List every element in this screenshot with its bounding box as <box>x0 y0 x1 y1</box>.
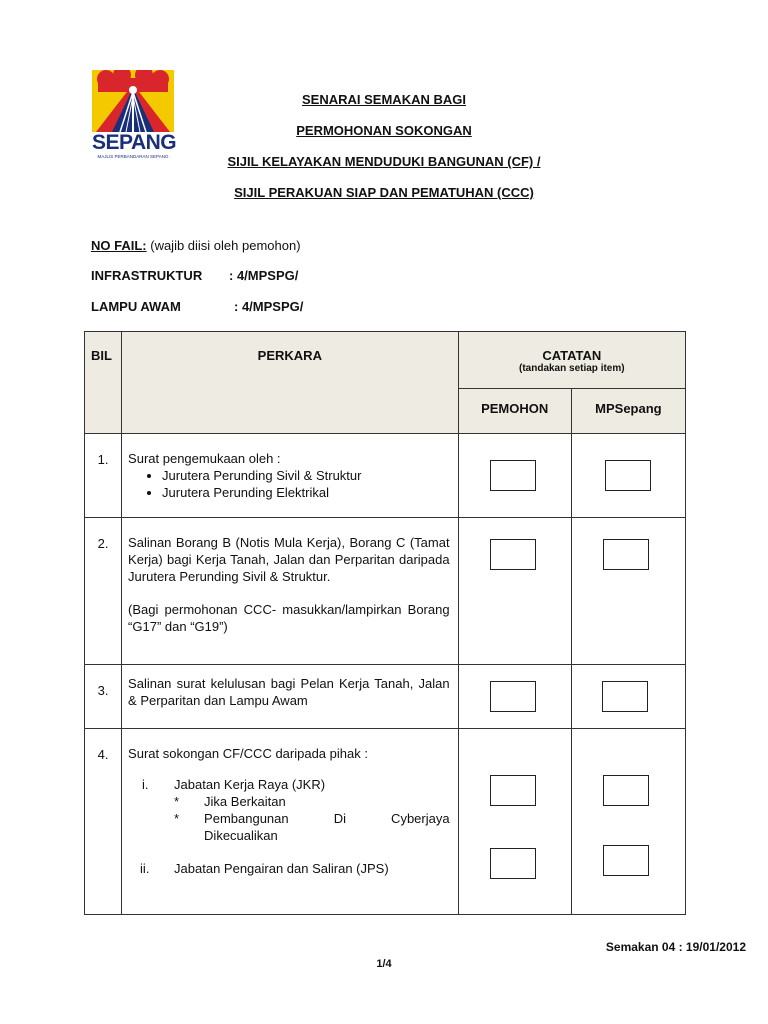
table-row <box>85 665 686 729</box>
sepang-logo <box>92 70 177 162</box>
title-line-3: SIJIL KELAYAKAN MENDUDUKI BANGUNAN (CF) / <box>227 154 541 169</box>
pemohon-checkbox[interactable] <box>490 539 536 570</box>
header-catatan-label: CATATAN <box>542 348 602 363</box>
header-pemohon <box>458 389 571 434</box>
mpsepang-checkbox[interactable] <box>603 775 649 806</box>
subitem-number: i. <box>142 777 149 792</box>
header-pemohon-label: PEMOHON <box>481 401 549 416</box>
mpsepang-cell <box>571 518 685 665</box>
subitem-note-text: Jika Berkaitan <box>204 794 286 809</box>
subitem-jkr <box>128 776 450 793</box>
lampu-awam-line <box>91 299 303 314</box>
title-line-4: SIJIL PERAKUAN SIAP DAN PEMATUHAN (CCC) <box>234 185 534 200</box>
list-item: • Jurutera Perunding Elektrikal <box>162 484 450 501</box>
row-content <box>122 729 459 915</box>
row-content <box>122 665 459 729</box>
table-row <box>85 729 686 915</box>
pemohon-cell <box>458 665 571 729</box>
table-row <box>85 518 686 665</box>
subitem-label: Jabatan Pengairan dan Saliran (JPS) <box>174 861 389 876</box>
header-perkara <box>122 332 459 434</box>
header-bil <box>85 332 122 434</box>
mpsepang-checkbox[interactable] <box>602 681 648 712</box>
header-catatan <box>458 332 685 389</box>
subitem-number: ii. <box>140 861 150 876</box>
row-text: Salinan Borang B (Notis Mula Kerja), Borang C (Tamat Kerja) bagi Kerja Tanah, Jalan dan Perparitan daripada Jurutera Perunding Sivil & Struktur. <box>128 535 450 584</box>
mpsepang-cell <box>571 434 685 518</box>
header-mpsepang-label: MPSepang <box>595 401 662 416</box>
header-perkara-label: PERKARA <box>257 348 322 363</box>
row-number: 4. <box>85 729 122 915</box>
row-content <box>122 434 459 518</box>
subitem-label: Jabatan Kerja Raya (JKR) <box>174 777 326 792</box>
list-item: • Jurutera Perunding Sivil & Struktur <box>162 467 450 484</box>
row-number: 2. <box>85 518 122 665</box>
no-fail-label: NO FAIL: <box>91 238 147 253</box>
title-line-1: SENARAI SEMAKAN BAGI <box>302 92 466 107</box>
bullet-list <box>128 467 450 501</box>
infrastruktur-line <box>91 268 298 283</box>
subitem-jps <box>128 860 450 877</box>
infrastruktur-value: : 4/MPSPG/ <box>229 268 299 283</box>
pemohon-checkbox[interactable] <box>490 681 536 712</box>
no-fail-line <box>91 238 301 253</box>
table-row <box>85 434 686 518</box>
row-note: (Bagi permohonan CCC- masukkan/lampirkan Borang “G17” dan “G19”) <box>128 602 450 634</box>
no-fail-note: (wajib diisi oleh pemohon) <box>150 238 301 253</box>
mpsepang-cell <box>571 729 685 915</box>
lampu-awam-value: : 4/MPSPG/ <box>234 299 304 314</box>
lampu-awam-label: LAMPU AWAM <box>91 299 181 314</box>
pemohon-checkbox[interactable] <box>490 460 536 491</box>
logo-subtitle: MAJLIS PERBANDARAN SEPANG <box>97 154 169 159</box>
header-catatan-note: (tandakan setiap item) <box>519 363 625 374</box>
mpsepang-checkbox[interactable] <box>603 539 649 570</box>
infrastruktur-label: INFRASTRUKTUR <box>91 268 203 283</box>
row-text: Surat sokongan CF/CCC daripada pihak : <box>128 746 368 761</box>
mpsepang-cell <box>571 665 685 729</box>
subitem-note <box>128 793 450 810</box>
subitem-note-text: Pembangunan Di Cyberjaya Dikecualikan <box>204 811 450 843</box>
asterisk-icon: * <box>174 811 180 826</box>
row-number: 3. <box>85 665 122 729</box>
pemohon-cell <box>458 434 571 518</box>
revision-label: Semakan 04 : 19/01/2012 <box>605 940 746 954</box>
pemohon-checkbox[interactable] <box>490 848 536 879</box>
pemohon-cell <box>458 729 571 915</box>
header-mpsepang <box>571 389 685 434</box>
mpsepang-checkbox[interactable] <box>603 845 649 876</box>
header-bil-label: BIL <box>91 348 112 363</box>
checklist-table <box>84 331 686 915</box>
pemohon-cell <box>458 518 571 665</box>
pemohon-checkbox[interactable] <box>490 775 536 806</box>
mpsepang-checkbox[interactable] <box>605 460 651 491</box>
asterisk-icon: * <box>174 794 180 809</box>
title-line-2: PERMOHONAN SOKONGAN <box>296 123 472 138</box>
logo-wordmark: SEPANG <box>92 131 177 154</box>
row-content <box>122 518 459 665</box>
row-text: Surat pengemukaan oleh : <box>128 451 281 466</box>
row-text: Salinan surat kelulusan bagi Pelan Kerja Tanah, Jalan & Perparitan dan Lampu Awam <box>128 676 450 708</box>
row-number: 1. <box>85 434 122 518</box>
subitem-note <box>128 810 450 844</box>
page-number: 1/4 <box>376 958 392 970</box>
